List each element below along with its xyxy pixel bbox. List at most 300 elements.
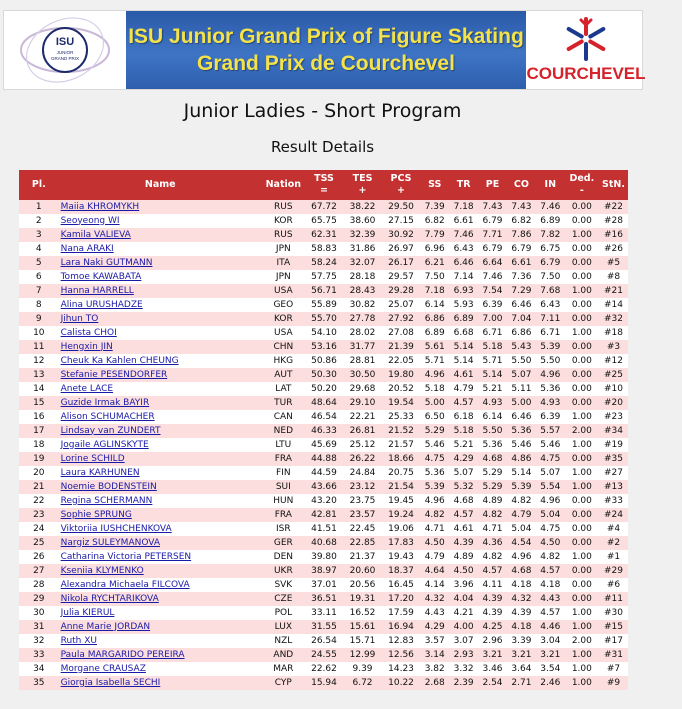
cell-co: 5.46 bbox=[507, 438, 536, 452]
cell-ded: 2.00 bbox=[565, 424, 599, 438]
cell-nation: USA bbox=[262, 326, 305, 340]
table-row bbox=[19, 676, 628, 690]
cell-start-number: #28 bbox=[599, 214, 628, 228]
cell-start-number: #34 bbox=[599, 424, 628, 438]
cell-tss: 56.71 bbox=[305, 284, 344, 298]
cell-tes: 21.37 bbox=[343, 550, 382, 564]
cell-place: 30 bbox=[19, 606, 59, 620]
header-row bbox=[19, 170, 628, 200]
cell-name bbox=[59, 312, 262, 326]
cell-ded: 0.00 bbox=[565, 242, 599, 256]
cell-start-number: #35 bbox=[599, 452, 628, 466]
cell-nation: RUS bbox=[262, 228, 305, 242]
table-row bbox=[19, 452, 628, 466]
cell-place: 14 bbox=[19, 382, 59, 396]
cell-start-number: #11 bbox=[599, 592, 628, 606]
column-header-operator: + bbox=[397, 185, 405, 196]
cell-place: 26 bbox=[19, 550, 59, 564]
cell-tr: 4.61 bbox=[449, 368, 478, 382]
cell-pe: 5.71 bbox=[478, 354, 507, 368]
cell-pe: 2.96 bbox=[478, 634, 507, 648]
cell-pcs: 21.52 bbox=[382, 424, 421, 438]
cell-start-number: #27 bbox=[599, 466, 628, 480]
cell-tes: 31.77 bbox=[343, 340, 382, 354]
column-header-tes bbox=[343, 170, 382, 200]
cell-tes: 6.72 bbox=[343, 676, 382, 690]
cell-tr: 4.61 bbox=[449, 522, 478, 536]
cell-ss: 7.39 bbox=[420, 200, 449, 214]
cell-ss: 5.36 bbox=[420, 466, 449, 480]
cell-in: 4.75 bbox=[536, 522, 565, 536]
cell-ss: 4.64 bbox=[420, 564, 449, 578]
cell-nation: TUR bbox=[262, 396, 305, 410]
cell-in: 4.93 bbox=[536, 396, 565, 410]
cell-name bbox=[59, 648, 262, 662]
cell-place: 9 bbox=[19, 312, 59, 326]
cell-co: 7.43 bbox=[507, 200, 536, 214]
skater-name-link[interactable]: Jogaile AGLINSKYTE bbox=[60, 439, 149, 450]
skater-name-link[interactable]: Guzide Irmak BAYIR bbox=[60, 397, 150, 408]
cell-tr: 7.46 bbox=[449, 228, 478, 242]
cell-tes: 28.02 bbox=[343, 326, 382, 340]
cell-ded: 1.00 bbox=[565, 676, 599, 690]
cell-nation: JPN bbox=[262, 242, 305, 256]
skater-name-link[interactable]: Lindsay van ZUNDERT bbox=[60, 425, 161, 436]
cell-in: 7.82 bbox=[536, 228, 565, 242]
cell-pcs: 16.94 bbox=[382, 620, 421, 634]
cell-ded: 1.00 bbox=[565, 228, 599, 242]
column-header-label: Ded. bbox=[569, 173, 595, 184]
cell-pe: 4.82 bbox=[478, 508, 507, 522]
cell-name bbox=[59, 676, 262, 690]
cell-pe: 4.68 bbox=[478, 452, 507, 466]
table-row bbox=[19, 508, 628, 522]
column-header-tss bbox=[305, 170, 344, 200]
cell-pcs: 18.37 bbox=[382, 564, 421, 578]
cell-tr: 2.39 bbox=[449, 676, 478, 690]
table-row bbox=[19, 592, 628, 606]
cell-ded: 2.00 bbox=[565, 634, 599, 648]
cell-tr: 5.14 bbox=[449, 354, 478, 368]
cell-name bbox=[59, 242, 262, 256]
cell-co: 5.36 bbox=[507, 424, 536, 438]
cell-in: 7.50 bbox=[536, 270, 565, 284]
cell-pe: 4.89 bbox=[478, 494, 507, 508]
results-table-body bbox=[19, 200, 628, 690]
cell-start-number: #8 bbox=[599, 270, 628, 284]
table-row bbox=[19, 466, 628, 480]
cell-tes: 12.99 bbox=[343, 648, 382, 662]
cell-tes: 28.81 bbox=[343, 354, 382, 368]
cell-ss: 7.50 bbox=[420, 270, 449, 284]
cell-tss: 65.75 bbox=[305, 214, 344, 228]
cell-pcs: 19.43 bbox=[382, 550, 421, 564]
cell-tes: 24.84 bbox=[343, 466, 382, 480]
cell-pcs: 25.33 bbox=[382, 410, 421, 424]
cell-tes: 22.45 bbox=[343, 522, 382, 536]
cell-tr: 4.29 bbox=[449, 452, 478, 466]
skater-name-link[interactable]: Giorgia Isabella SECHI bbox=[60, 677, 161, 688]
cell-pe: 2.54 bbox=[478, 676, 507, 690]
table-row bbox=[19, 312, 628, 326]
cell-co: 4.54 bbox=[507, 536, 536, 550]
cell-co: 4.82 bbox=[507, 494, 536, 508]
cell-nation: SUI bbox=[262, 480, 305, 494]
cell-ss: 4.96 bbox=[420, 368, 449, 382]
cell-pe: 5.18 bbox=[478, 340, 507, 354]
cell-name bbox=[59, 578, 262, 592]
cell-in: 4.82 bbox=[536, 550, 565, 564]
cell-name bbox=[59, 284, 262, 298]
cell-pe: 4.82 bbox=[478, 550, 507, 564]
skater-name-link[interactable]: Sophie SPRUNG bbox=[60, 509, 132, 520]
cell-tr: 3.32 bbox=[449, 662, 478, 676]
cell-ss: 3.14 bbox=[420, 648, 449, 662]
page-subtitle: Result Details bbox=[270, 138, 375, 156]
cell-pe: 5.14 bbox=[478, 368, 507, 382]
cell-co: 7.86 bbox=[507, 228, 536, 242]
cell-nation: CZE bbox=[262, 592, 305, 606]
cell-pcs: 27.92 bbox=[382, 312, 421, 326]
column-header-label: StN. bbox=[602, 179, 625, 190]
cell-co: 4.79 bbox=[507, 508, 536, 522]
table-row bbox=[19, 200, 628, 214]
column-header-label: PE bbox=[485, 179, 500, 190]
cell-pcs: 29.28 bbox=[382, 284, 421, 298]
cell-tr: 5.14 bbox=[449, 340, 478, 354]
column-header-label: Pl. bbox=[31, 179, 46, 190]
column-header-place bbox=[19, 170, 59, 200]
table-row bbox=[19, 634, 628, 648]
cell-name bbox=[59, 536, 262, 550]
cell-pcs: 10.22 bbox=[382, 676, 421, 690]
cell-tr: 4.79 bbox=[449, 382, 478, 396]
cell-ded: 0.00 bbox=[565, 200, 599, 214]
cell-in: 4.57 bbox=[536, 564, 565, 578]
skater-name-link[interactable]: Tomoe KAWABATA bbox=[60, 271, 142, 282]
column-header-nation bbox=[262, 170, 305, 200]
cell-pcs: 21.57 bbox=[382, 438, 421, 452]
cell-tss: 58.83 bbox=[305, 242, 344, 256]
cell-name bbox=[59, 522, 262, 536]
cell-tes: 23.57 bbox=[343, 508, 382, 522]
cell-name bbox=[59, 606, 262, 620]
cell-ss: 6.89 bbox=[420, 326, 449, 340]
skater-name-link[interactable]: Kseniia KLYMENKO bbox=[60, 565, 144, 576]
cell-pe: 7.43 bbox=[478, 200, 507, 214]
cell-start-number: #18 bbox=[599, 326, 628, 340]
cell-ss: 4.32 bbox=[420, 592, 449, 606]
cell-tr: 4.50 bbox=[449, 564, 478, 578]
table-row bbox=[19, 228, 628, 242]
cell-start-number: #7 bbox=[599, 662, 628, 676]
table-row bbox=[19, 522, 628, 536]
cell-name bbox=[59, 256, 262, 270]
skater-name-link[interactable]: Calista CHOI bbox=[60, 327, 117, 338]
cell-co: 4.32 bbox=[507, 592, 536, 606]
cell-start-number: #19 bbox=[599, 438, 628, 452]
column-header-ss bbox=[420, 170, 449, 200]
cell-co: 4.18 bbox=[507, 620, 536, 634]
skater-name-link[interactable]: Morgane CRAUSAZ bbox=[60, 663, 146, 674]
skater-name-link[interactable]: Jihun TO bbox=[60, 313, 99, 324]
skater-name-link[interactable]: Julia KIERUL bbox=[60, 607, 115, 618]
column-header-label: TES bbox=[352, 173, 373, 184]
skater-name-link[interactable]: Kamila VALIEVA bbox=[60, 229, 131, 240]
column-header-pcs bbox=[382, 170, 421, 200]
cell-pe: 6.79 bbox=[478, 214, 507, 228]
cell-pe: 7.54 bbox=[478, 284, 507, 298]
cell-tss: 22.62 bbox=[305, 662, 344, 676]
cell-pcs: 19.45 bbox=[382, 494, 421, 508]
cell-tr: 4.57 bbox=[449, 396, 478, 410]
cell-ded: 0.00 bbox=[565, 270, 599, 284]
cell-co: 6.61 bbox=[507, 256, 536, 270]
cell-place: 18 bbox=[19, 438, 59, 452]
cell-in: 6.43 bbox=[536, 298, 565, 312]
cell-tss: 42.81 bbox=[305, 508, 344, 522]
cell-pcs: 26.97 bbox=[382, 242, 421, 256]
cell-start-number: #32 bbox=[599, 312, 628, 326]
cell-name bbox=[59, 410, 262, 424]
cell-ss: 6.86 bbox=[420, 312, 449, 326]
skater-name-link[interactable]: Laura KARHUNEN bbox=[60, 467, 140, 478]
skater-name-link[interactable]: Catharina Victoria PETERSEN bbox=[60, 551, 192, 562]
table-row bbox=[19, 564, 628, 578]
cell-tes: 15.61 bbox=[343, 620, 382, 634]
cell-ss: 4.75 bbox=[420, 452, 449, 466]
cell-co: 6.46 bbox=[507, 298, 536, 312]
cell-tes: 20.56 bbox=[343, 578, 382, 592]
skater-name-link[interactable]: Hanna HARRELL bbox=[60, 285, 134, 296]
cell-tr: 4.89 bbox=[449, 550, 478, 564]
cell-ss: 5.18 bbox=[420, 382, 449, 396]
cell-tss: 38.97 bbox=[305, 564, 344, 578]
cell-pe: 4.71 bbox=[478, 522, 507, 536]
cell-nation: CAN bbox=[262, 410, 305, 424]
cell-in: 3.04 bbox=[536, 634, 565, 648]
cell-in: 4.46 bbox=[536, 620, 565, 634]
cell-nation: MAR bbox=[262, 662, 305, 676]
skater-name-link[interactable]: Seoyeong WI bbox=[60, 215, 120, 226]
cell-tes: 29.10 bbox=[343, 396, 382, 410]
skater-name-link[interactable]: Anne Marie JORDAN bbox=[60, 621, 151, 632]
cell-tss: 46.54 bbox=[305, 410, 344, 424]
cell-start-number: #12 bbox=[599, 354, 628, 368]
cell-ded: 0.00 bbox=[565, 452, 599, 466]
cell-in: 5.50 bbox=[536, 354, 565, 368]
cell-in: 6.75 bbox=[536, 242, 565, 256]
cell-tes: 15.71 bbox=[343, 634, 382, 648]
cell-start-number: #29 bbox=[599, 564, 628, 578]
cell-nation: ISR bbox=[262, 522, 305, 536]
skater-name-link[interactable]: Lorine SCHILD bbox=[60, 453, 125, 464]
cell-name bbox=[59, 382, 262, 396]
cell-tes: 28.18 bbox=[343, 270, 382, 284]
table-row bbox=[19, 326, 628, 340]
cell-nation: LTU bbox=[262, 438, 305, 452]
skater-name-link[interactable]: Lara Naki GUTMANN bbox=[60, 257, 153, 268]
cell-pcs: 12.83 bbox=[382, 634, 421, 648]
cell-ded: 0.00 bbox=[565, 592, 599, 606]
table-row bbox=[19, 256, 628, 270]
skater-name-link[interactable]: Alexandra Michaela FILCOVA bbox=[60, 579, 190, 590]
cell-tss: 58.24 bbox=[305, 256, 344, 270]
cell-name bbox=[59, 620, 262, 634]
cell-ss: 4.79 bbox=[420, 550, 449, 564]
cell-in: 2.46 bbox=[536, 676, 565, 690]
skater-name-link[interactable]: Stefanie PESENDORFER bbox=[60, 369, 168, 380]
cell-name bbox=[59, 368, 262, 382]
table-row bbox=[19, 494, 628, 508]
cell-pcs: 27.15 bbox=[382, 214, 421, 228]
cell-tss: 39.80 bbox=[305, 550, 344, 564]
cell-ss: 6.14 bbox=[420, 298, 449, 312]
cell-place: 12 bbox=[19, 354, 59, 368]
cell-tr: 5.18 bbox=[449, 424, 478, 438]
cell-tes: 26.22 bbox=[343, 452, 382, 466]
skater-name-link[interactable]: Maiia KHROMYKH bbox=[60, 201, 140, 212]
cell-start-number: #22 bbox=[599, 200, 628, 214]
skater-name-link[interactable]: Noemie BODENSTEIN bbox=[60, 481, 157, 492]
table-row bbox=[19, 578, 628, 592]
cell-co: 6.86 bbox=[507, 326, 536, 340]
cell-tss: 36.51 bbox=[305, 592, 344, 606]
cell-name bbox=[59, 354, 262, 368]
cell-co: 5.43 bbox=[507, 340, 536, 354]
cell-place: 27 bbox=[19, 564, 59, 578]
skater-name-link[interactable]: Alison SCHUMACHER bbox=[60, 411, 155, 422]
cell-tss: 55.70 bbox=[305, 312, 344, 326]
cell-ss: 7.18 bbox=[420, 284, 449, 298]
cell-pcs: 30.92 bbox=[382, 228, 421, 242]
cell-tr: 5.93 bbox=[449, 298, 478, 312]
cell-nation: CHN bbox=[262, 340, 305, 354]
skater-name-link[interactable]: Anete LACE bbox=[60, 383, 114, 394]
table-row bbox=[19, 368, 628, 382]
column-header-operator: - bbox=[579, 185, 584, 196]
cell-name bbox=[59, 508, 262, 522]
cell-tes: 22.21 bbox=[343, 410, 382, 424]
cell-ded: 0.00 bbox=[565, 578, 599, 592]
cell-ded: 0.00 bbox=[565, 508, 599, 522]
cell-tss: 53.16 bbox=[305, 340, 344, 354]
table-row bbox=[19, 410, 628, 424]
cell-start-number: #25 bbox=[599, 368, 628, 382]
skater-name-link[interactable]: Ruth XU bbox=[60, 635, 97, 646]
cell-nation: KOR bbox=[262, 312, 305, 326]
skater-name-link[interactable]: Nikola RYCHTARIKOVA bbox=[60, 593, 159, 604]
cell-start-number: #21 bbox=[599, 284, 628, 298]
table-row bbox=[19, 242, 628, 256]
cell-tes: 32.07 bbox=[343, 256, 382, 270]
skater-name-link[interactable]: Nana ARAKI bbox=[60, 243, 114, 254]
cell-tr: 6.93 bbox=[449, 284, 478, 298]
cell-ss: 6.96 bbox=[420, 242, 449, 256]
cell-tss: 50.20 bbox=[305, 382, 344, 396]
cell-pcs: 17.20 bbox=[382, 592, 421, 606]
column-header-label: TSS bbox=[314, 173, 334, 184]
cell-in: 5.57 bbox=[536, 424, 565, 438]
cell-place: 3 bbox=[19, 228, 59, 242]
skater-name-link[interactable]: Hengxin JIN bbox=[60, 341, 113, 352]
cell-tss: 44.88 bbox=[305, 452, 344, 466]
cell-place: 5 bbox=[19, 256, 59, 270]
cell-ded: 0.00 bbox=[565, 340, 599, 354]
table-row bbox=[19, 354, 628, 368]
cell-tr: 3.96 bbox=[449, 578, 478, 592]
cell-co: 7.36 bbox=[507, 270, 536, 284]
cell-tss: 33.11 bbox=[305, 606, 344, 620]
cell-place: 15 bbox=[19, 396, 59, 410]
cell-pcs: 22.05 bbox=[382, 354, 421, 368]
cell-tes: 30.50 bbox=[343, 368, 382, 382]
cell-tes: 38.22 bbox=[343, 200, 382, 214]
cell-pe: 5.29 bbox=[478, 480, 507, 494]
cell-ss: 5.71 bbox=[420, 354, 449, 368]
column-header-label: Name bbox=[144, 179, 176, 190]
table-row bbox=[19, 340, 628, 354]
cell-tss: 50.30 bbox=[305, 368, 344, 382]
cell-ded: 1.00 bbox=[565, 284, 599, 298]
cell-nation: AND bbox=[262, 648, 305, 662]
cell-tss: 50.86 bbox=[305, 354, 344, 368]
cell-tr: 6.61 bbox=[449, 214, 478, 228]
cell-name bbox=[59, 634, 262, 648]
cell-nation: HKG bbox=[262, 354, 305, 368]
skater-name-link[interactable]: Nargiz SULEYMANOVA bbox=[60, 537, 160, 548]
cell-tss: 43.20 bbox=[305, 494, 344, 508]
cell-place: 22 bbox=[19, 494, 59, 508]
cell-tes: 23.12 bbox=[343, 480, 382, 494]
cell-pcs: 26.17 bbox=[382, 256, 421, 270]
event-title-line2: Grand Prix de Courchevel bbox=[197, 52, 455, 75]
cell-pcs: 17.59 bbox=[382, 606, 421, 620]
cell-start-number: #13 bbox=[599, 480, 628, 494]
table-row bbox=[19, 214, 628, 228]
cell-pcs: 19.54 bbox=[382, 396, 421, 410]
skater-name-link[interactable]: Regina SCHERMANN bbox=[60, 495, 153, 506]
table-row bbox=[19, 606, 628, 620]
cell-tes: 26.81 bbox=[343, 424, 382, 438]
cell-pcs: 17.83 bbox=[382, 536, 421, 550]
cell-pcs: 20.75 bbox=[382, 466, 421, 480]
cell-start-number: #17 bbox=[599, 634, 628, 648]
cell-tr: 4.04 bbox=[449, 592, 478, 606]
cell-pcs: 25.07 bbox=[382, 298, 421, 312]
skater-name-link[interactable]: Alina URUSHADZE bbox=[60, 299, 143, 310]
skater-name-link[interactable]: Paula MARGARIDO PEREIRA bbox=[60, 649, 185, 660]
cell-ss: 4.71 bbox=[420, 522, 449, 536]
skater-name-link[interactable]: Viktoriia IUSHCHENKOVA bbox=[60, 523, 172, 534]
cell-pe: 4.39 bbox=[478, 592, 507, 606]
cell-pe: 6.64 bbox=[478, 256, 507, 270]
svg-text:JUNIOR: JUNIOR bbox=[56, 50, 74, 55]
column-header-pe bbox=[478, 170, 507, 200]
cell-co: 6.46 bbox=[507, 410, 536, 424]
column-header-label: PCS bbox=[390, 173, 412, 184]
cell-in: 4.57 bbox=[536, 606, 565, 620]
cell-ss: 5.46 bbox=[420, 438, 449, 452]
cell-name bbox=[59, 480, 262, 494]
cell-name bbox=[59, 550, 262, 564]
cell-tr: 5.07 bbox=[449, 466, 478, 480]
cell-ss: 3.82 bbox=[420, 662, 449, 676]
cell-tes: 28.43 bbox=[343, 284, 382, 298]
cell-ss: 4.29 bbox=[420, 620, 449, 634]
cell-nation: LUX bbox=[262, 620, 305, 634]
skater-name-link[interactable]: Cheuk Ka Kahlen CHEUNG bbox=[60, 355, 179, 366]
